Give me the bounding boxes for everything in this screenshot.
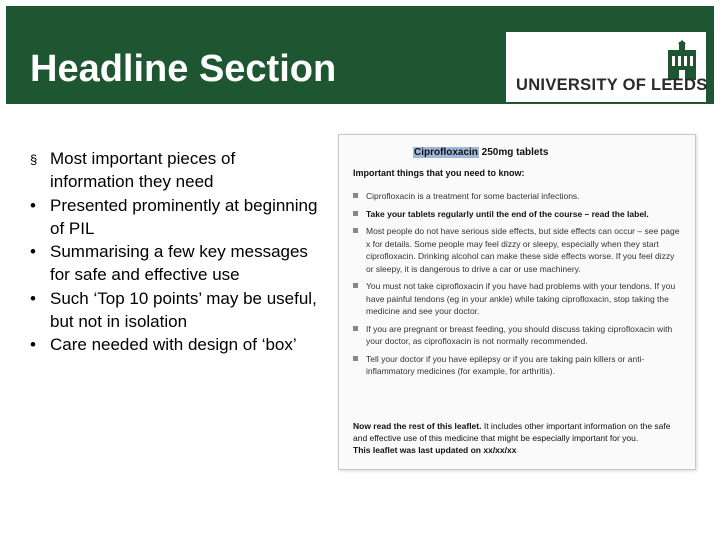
list-item — [30, 147, 320, 193]
bullet-list — [30, 147, 320, 357]
leaflet-footer-text: It includes other important information on the safe and effective use of this medicine that might be especially important for you. — [353, 421, 671, 443]
leaflet-item-text: Most people do not have serious side effects, but side effects can occur – see page x for details. Some people may feel dizzy or sleepy, especially when they start ciprofloxacin. Drinking alcohol can make these side effects worse. If you feel dizzy or sleepy, it is dangerous to drive a car or use machinery. — [366, 226, 680, 274]
leaflet-updated-date: This leaflet was last updated on xx/xx/xx — [353, 445, 517, 455]
square-bullet-icon — [353, 283, 358, 288]
leaflet-item — [353, 280, 683, 318]
square-bullet-icon — [353, 326, 358, 331]
header-bar — [6, 6, 714, 104]
bullet-marker: • — [30, 242, 36, 261]
bullet-marker: • — [30, 288, 36, 308]
leaflet-image — [338, 134, 696, 470]
leaflet-item — [353, 323, 683, 348]
square-bullet-icon — [353, 228, 358, 233]
leaflet-item-text: If you are pregnant or breast feeding, you should discuss taking ciprofloxacin with your doctor, as ciprofloxacin is not normally recommended. — [366, 323, 673, 346]
bullet-text: Such ‘Top 10 points’ may be useful, but not in isolation — [50, 288, 317, 331]
list-item — [30, 287, 320, 333]
leaflet-footer-bold: Now read the rest of this leaflet. — [353, 421, 482, 431]
leaflet-item — [353, 353, 683, 378]
square-bullet-icon — [353, 193, 358, 198]
leaflet-item — [353, 208, 683, 221]
list-item — [30, 333, 320, 356]
leaflet-item-text: Tell your doctor if you have epilepsy or if you are taking pain killers or anti-inflammatory medicines (for example, for arthritis). — [366, 353, 645, 376]
square-bullet-icon — [353, 211, 358, 216]
leaflet-footer — [353, 420, 683, 456]
leaflet-title — [413, 147, 548, 158]
list-item — [30, 194, 320, 240]
bullet-marker: • — [30, 195, 36, 215]
leaflet-title-rest: 250mg tablets — [478, 147, 549, 158]
leaflet-item — [353, 190, 683, 203]
bullet-marker: § — [30, 152, 38, 167]
university-logo — [506, 32, 706, 102]
leaflet-item-text: Take your tablets regularly until the end of the course – read the label. — [366, 208, 649, 219]
leaflet-intro: Important things that you need to know: — [353, 168, 525, 178]
leaflet-item-text: You must not take ciprofloxacin if you have had problems with your tendons. If you have painful tendons (eg in your ankle) while taking ciprofloxacin, stop taking the medicine and see your doctor. — [366, 281, 676, 316]
leaflet-item — [353, 225, 683, 275]
page-title: Headline Section — [30, 48, 337, 90]
leaflet-drug-name: Ciprofloxacin — [414, 147, 478, 158]
logo-text: UNIVERSITY OF LEEDS — [516, 76, 708, 94]
list-item — [30, 240, 320, 286]
bullet-text: Most important pieces of information they need — [50, 149, 236, 191]
leaflet-list — [353, 190, 683, 383]
leaflet-item-text: Ciprofloxacin is a treatment for some bacterial infections. — [366, 191, 580, 201]
square-bullet-icon — [353, 356, 358, 361]
bullet-text: Care needed with design of ‘box’ — [50, 335, 297, 354]
bullet-text: Presented prominently at beginning of PIL — [50, 195, 318, 238]
bullet-marker: • — [30, 335, 36, 354]
bullet-text: Summarising a few key messages for safe and effective use — [50, 242, 308, 284]
